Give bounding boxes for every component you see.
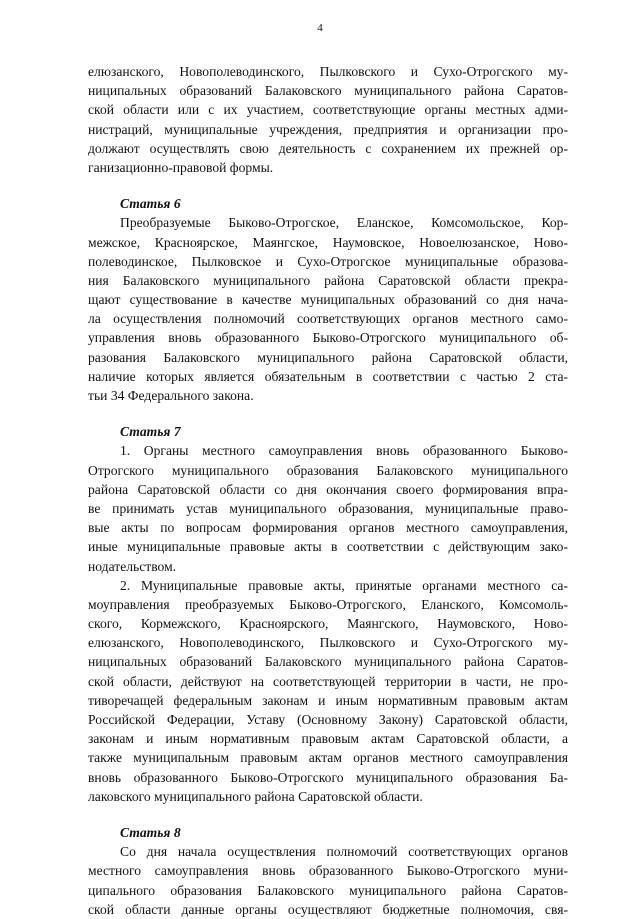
document-body (88, 62, 568, 919)
text-line: ниципальных образований Балаковского муниципального района Саратов- (88, 654, 568, 670)
text-line: также муниципальным правовым актам органов местного самоуправления (88, 750, 568, 766)
paragraph (88, 441, 568, 575)
text-line: нистраций, муниципальные учреждения, предприятия и организации про- (88, 121, 568, 137)
paragraph (88, 213, 568, 405)
text-line: тьи 34 Федерального закона. (88, 388, 254, 403)
text-line: ской области или с их участием, соответствующие органы местных адми- (88, 102, 568, 118)
text-line: 1. Органы местного самоуправления вновь образованного Быково- (120, 443, 568, 459)
text-line: елюзанского, Новополеводинского, Пылковского и Сухо-Отрогского му- (88, 635, 568, 651)
text-line: ской области данные органы осуществляют бюджетные полномочия, свя- (88, 901, 568, 917)
text-line: елюзанского, Новополеводинского, Пылковского и Сухо-Отрогского му- (88, 64, 568, 79)
section-gap (88, 405, 568, 422)
text-line: ского, Кормежского, Красноярского, Маянгского, Наумовского, Ново- (88, 616, 568, 632)
paragraph (88, 62, 568, 177)
text-line: 2. Муниципальные правовые акты, принятые органами местного са- (120, 577, 568, 593)
text-line: нодательством. (88, 558, 177, 574)
section-gap (88, 806, 568, 823)
text-line: района Саратовской области со дня окончания своего формирования впра- (88, 481, 568, 497)
text-line: вые акты по вопросам формирования органов местного самоуправления, (88, 520, 568, 536)
text-line: межское, Красноярское, Маянгское, Наумовское, Новоелюзанское, Ново- (88, 234, 568, 250)
paragraph (88, 842, 568, 919)
text-line: щают существование в качестве муниципальных образований со дня нача- (88, 292, 568, 308)
text-line: Преобразуемые Быково-Отрогское, Еланское, Комсомольское, Кор- (120, 215, 568, 231)
page-number: 4 (317, 22, 323, 34)
text-line: разования Балаковского муниципального района Саратовской области, (88, 349, 568, 365)
article-heading: Статья 7 (120, 424, 181, 440)
text-line: ния Балаковского муниципального района Саратовской области прекра- (88, 272, 568, 288)
text-line: должают осуществлять свою деятельность с сохранением их прежней ор- (88, 140, 568, 156)
text-line: лаковского муниципального района Саратовской области. (88, 788, 423, 804)
article-heading: Статья 6 (120, 196, 181, 212)
text-line: законам и иным нормативным правовым актам Саратовской области, а (88, 731, 568, 747)
text-line: управления вновь образованного Быково-Отрогского муниципального об- (88, 330, 568, 346)
section-gap (88, 177, 568, 194)
article-heading: Статья 8 (120, 824, 181, 840)
text-line: ла осуществления полномочий соответствующих органов местного само- (88, 311, 568, 327)
text-line: местного самоуправления вновь образованного Быково-Отрогского муни- (88, 863, 568, 879)
text-line: моуправления преобразуемых Быково-Отрогского, Еланского, Комсомоль- (88, 596, 568, 612)
text-line: наличие которых является обязательным в соответствии с частью 2 ста- (88, 368, 568, 384)
text-line: ципального образования Балаковского муниципального района Саратов- (88, 882, 568, 898)
text-line: тиворечащей федеральным законам и иным нормативным правовым актам (88, 692, 568, 708)
text-line: вновь образованного Быково-Отрогского муниципального образования Ба- (88, 769, 568, 785)
text-line: ганизационно-правовой формы. (88, 159, 274, 175)
text-line: ниципальных образований Балаковского муниципального района Саратов- (88, 83, 568, 99)
text-line: ве принимать устав муниципального образования, муниципальные право- (88, 500, 568, 516)
text-line: иные муниципальные правовые акты в соответствии с действующим зако- (88, 539, 568, 555)
text-line: полеводинское, Пылковское и Сухо-Отрогское муниципальные образова- (88, 253, 568, 269)
text-line: Российской Федерации, Уставу (Основному Закону) Саратовской области, (88, 712, 568, 727)
text-line: Со дня начала осуществления полномочий соответствующих органов (120, 844, 568, 860)
text-line: Отрогского муниципального образования Балаковского муниципального (88, 462, 568, 478)
paragraph (88, 576, 568, 806)
text-line: ской области, действуют на соответствующей территории в части, не про- (88, 673, 568, 689)
